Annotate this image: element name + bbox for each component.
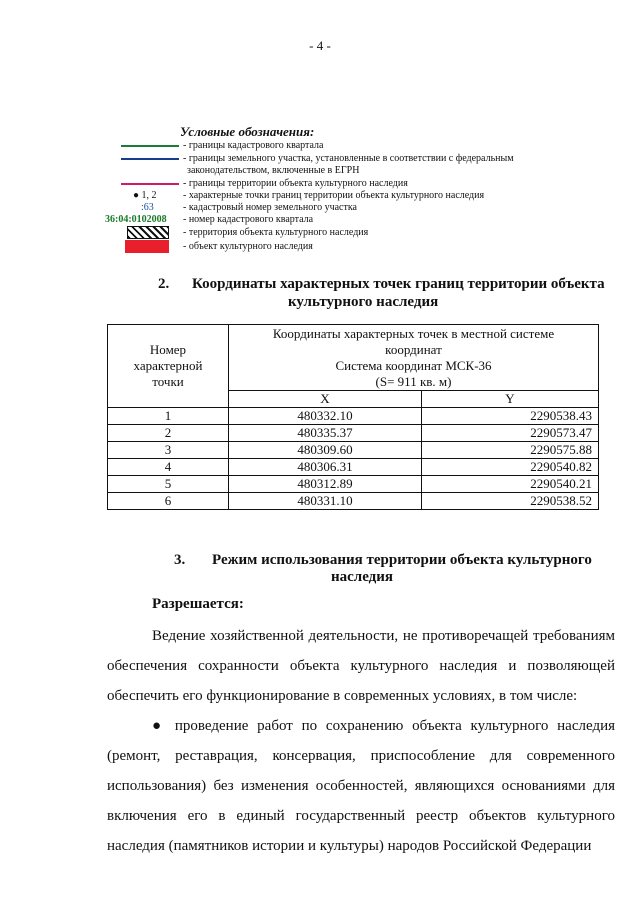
paragraph-activity: Ведение хозяйственной деятельности, не противоречащей требованиям обеспечения сохранности объекта культурного наследия и позволяющей обеспечить его функционирование в современных условиях, в том числе:: [107, 628, 615, 704]
coordinates-table: [107, 324, 599, 510]
legend-item-heritage-boundary: - границы территории объекта культурного наследия: [95, 177, 565, 190]
table-row: 4 480306.31 2290540.82: [108, 459, 599, 476]
section3-title-line1: Режим использования территории объекта культурного: [212, 552, 592, 568]
page-number: - 4 -: [309, 38, 331, 53]
column-x-header: X: [229, 391, 422, 408]
point-marker-icon: ● 1, 2: [133, 190, 157, 201]
legend-item-cadastral-number: :63 - кадастровый номер земельного участка: [141, 202, 357, 213]
section2-title-line2: культурного наследия: [288, 294, 439, 310]
table-row: 5 480312.89 2290540.21: [108, 476, 599, 493]
blue-line-icon: [121, 158, 179, 160]
legend-item-land-plot-boundary: - границы земельного участка, установленные в соответствии с федеральным: [95, 152, 565, 165]
column-y-header: Y: [422, 391, 599, 408]
hatch-icon: [127, 226, 169, 239]
table-row: 3 480309.60 2290575.88: [108, 442, 599, 459]
legend-item-land-plot-boundary-cont: законодательством, включенные в ЕГРН: [187, 165, 360, 176]
point-number-header: Номер характерной точки: [108, 325, 229, 408]
coordinates-header: Координаты характерных точек в местной системе координат Система координат МСК-36 (S= 911 кв. м): [229, 325, 599, 391]
section3-title-line2: наследия: [331, 569, 394, 585]
allowed-label: Разрешается:: [152, 596, 244, 612]
section2-number: 2.: [158, 276, 170, 292]
bullet-preservation: ● проведение работ по сохранению объекта культурного наследия (ремонт, реставрация, консервация, приспособление для современного использования) без изменения особенностей, являющихся основаниями для включения его в единый государственный реестр объектов культурного наследия (памятников истории и культуры) народов Российской Федерации: [107, 718, 615, 854]
red-fill-icon: [125, 240, 169, 253]
legend-item-quarter-boundary: - границы кадастрового квартала: [95, 139, 565, 152]
green-line-icon: [121, 145, 179, 147]
legend-item-points: ● 1, 2 - характерные точки границ территории объекта культурного наследия: [133, 190, 485, 201]
bullet-icon: ●: [152, 718, 175, 734]
quarter-number-label: 36:04:0102008: [105, 214, 167, 225]
cadastral-label: :63: [141, 202, 154, 213]
legend-title: Условные обозначения:: [180, 124, 315, 139]
table-row: 1 480332.10 2290538.43: [108, 408, 599, 425]
legend-item-quarter-number: 36:04:0102008 - номер кадастрового квартала: [105, 214, 314, 225]
section3-number: 3.: [174, 552, 186, 568]
legend-item-heritage-object: - объект культурного наследия: [95, 240, 565, 253]
pink-line-icon: [121, 183, 179, 185]
table-row: 6 480331.10 2290538.52: [108, 493, 599, 510]
section2-title-line1: Координаты характерных точек границ территории объекта: [192, 276, 605, 292]
legend-item-heritage-territory: - территория объекта культурного наследия: [95, 226, 565, 239]
table-row: 2 480335.37 2290573.47: [108, 425, 599, 442]
